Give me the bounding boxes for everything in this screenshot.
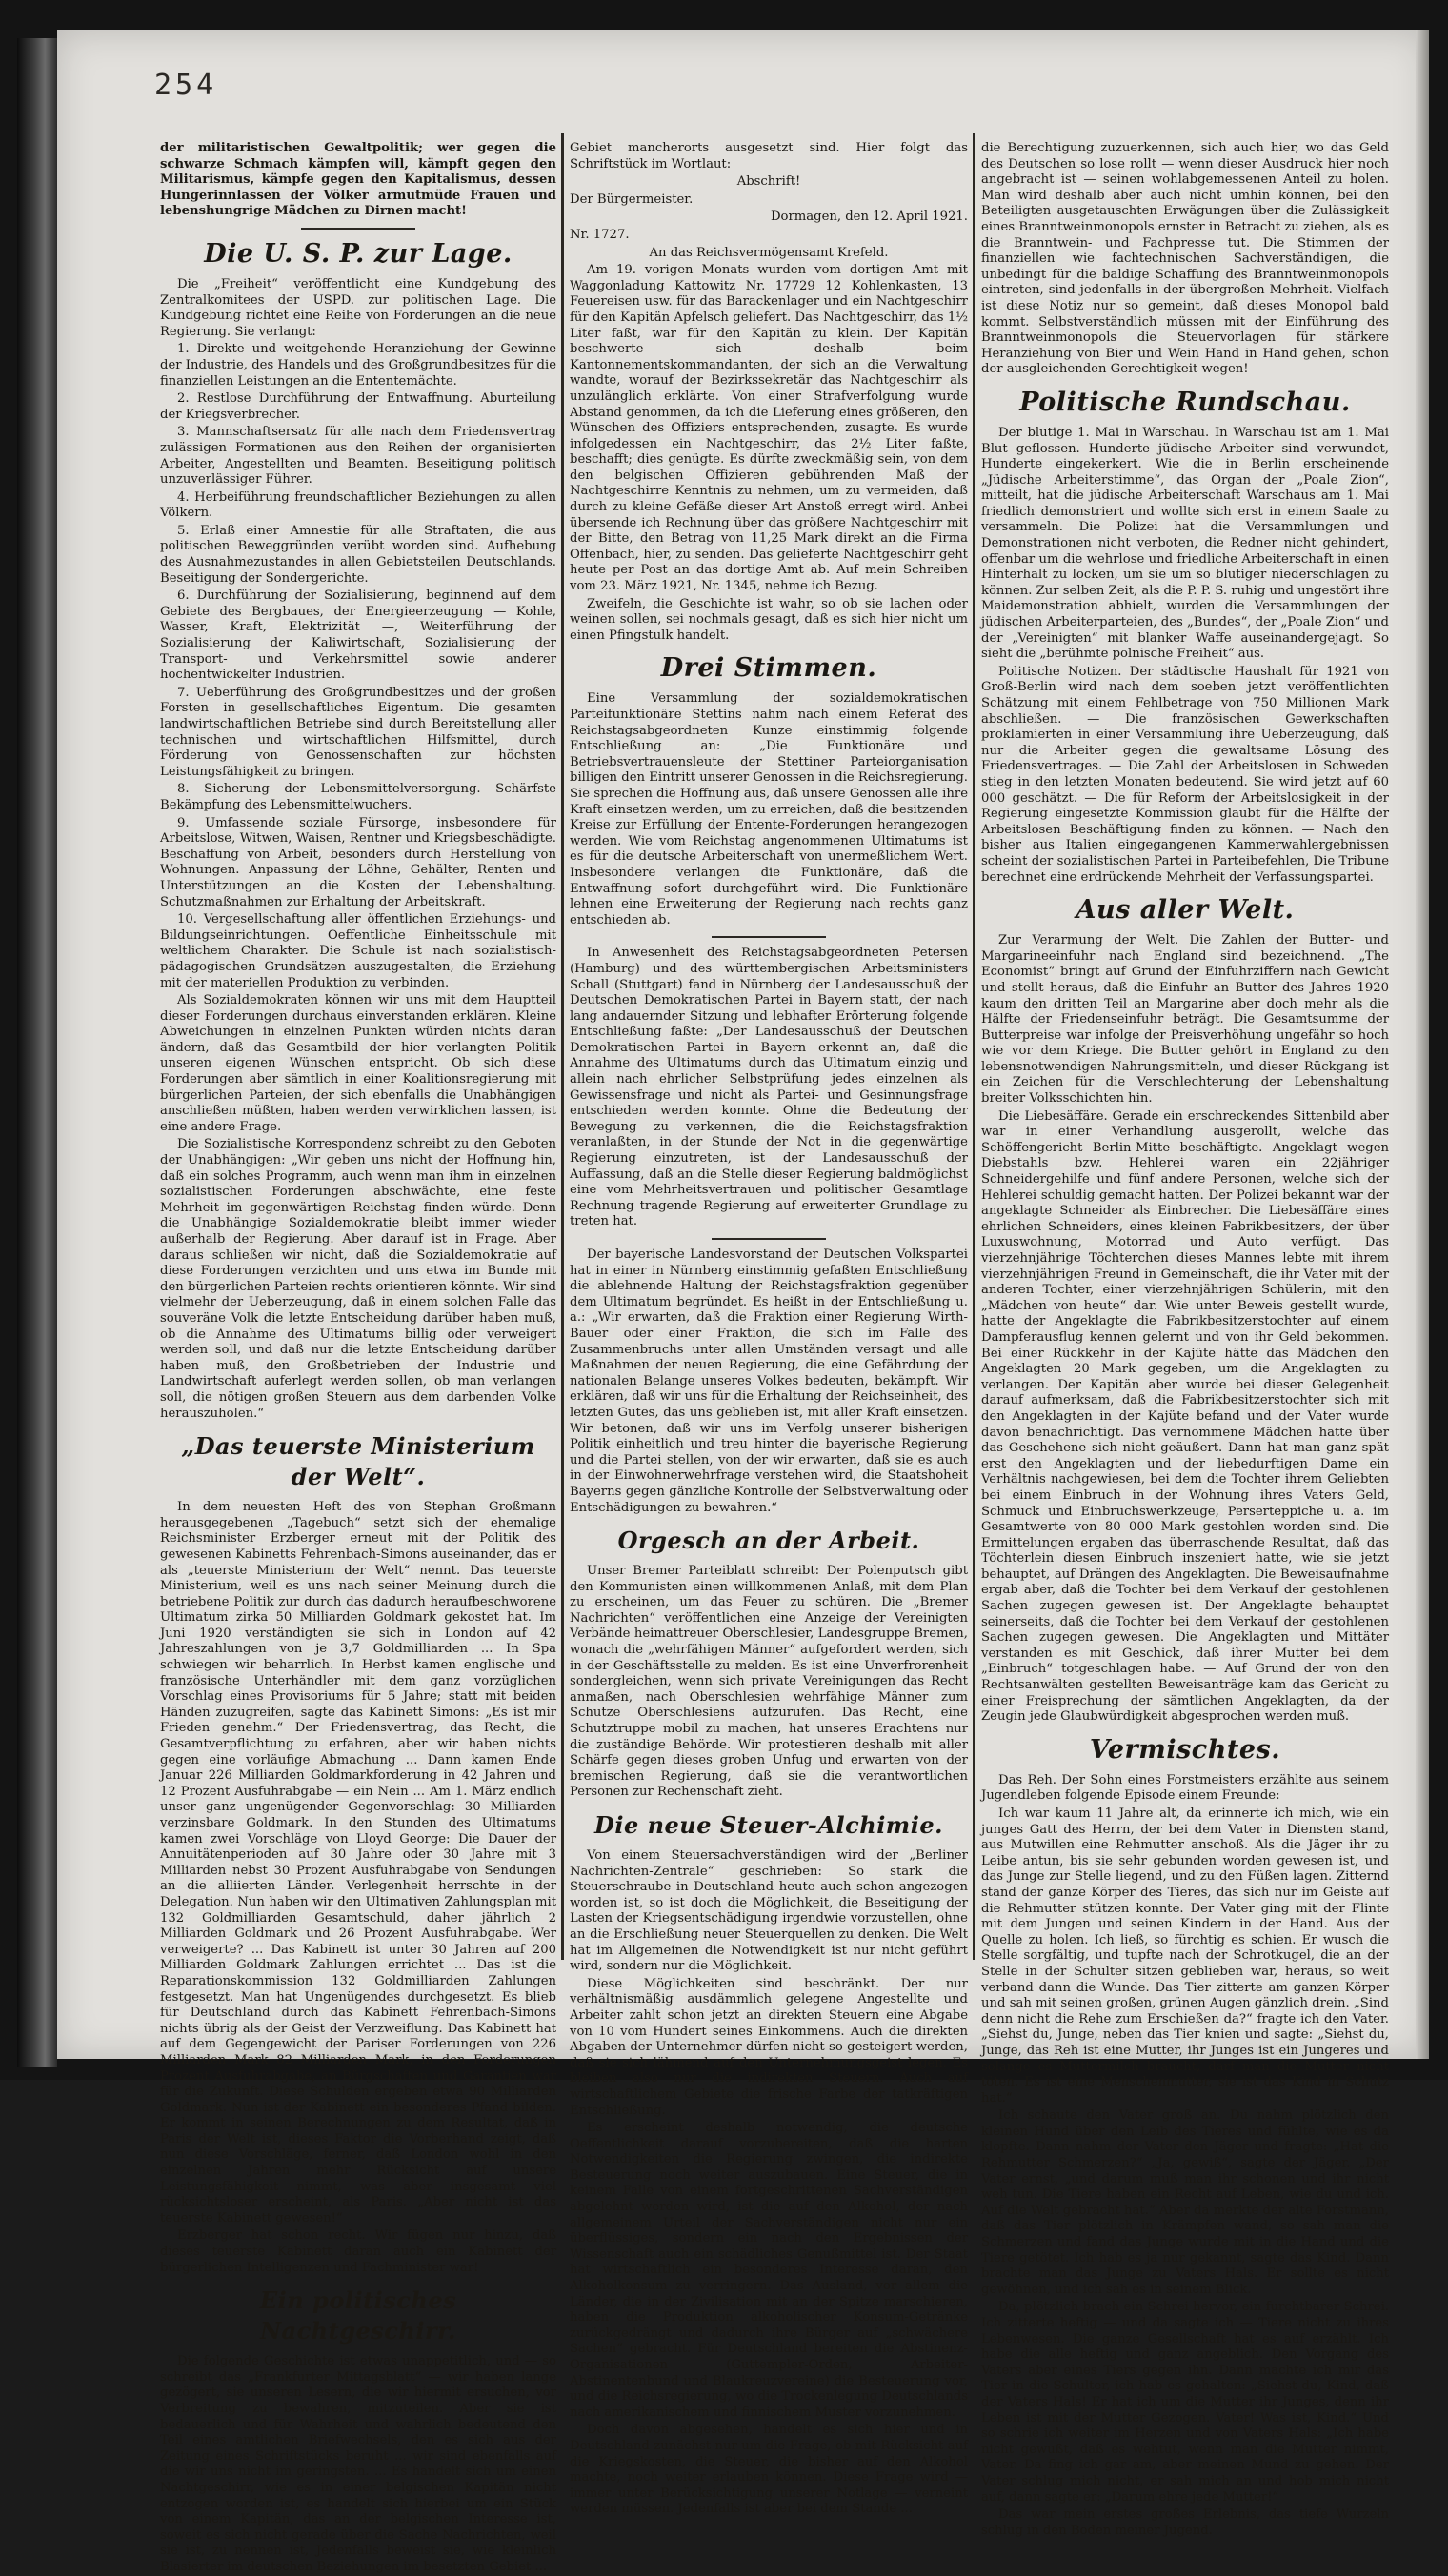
demand-item: 1. Direkte und weitgehende Heranziehung der Gewinne der Industrie, des Handels und des Großgrundbesitzes für die finanziellen Leistungen an die Ententemächte. xyxy=(160,342,556,389)
demand-item: 9. Umfassende soziale Fürsorge, insbesondere für Arbeitslose, Witwen, Waisen, Rentner und Kriegsbeschädigte. Beschaffung von Arbeit, besonders durch Herstellung von Wohnungen. Anpassung der Löhne, Gehälter, Renten und Unterstützungen an die Kosten der Lebenshaltung. Schutzmaßnahmen zur Erhaltung der Arbeitskraft. xyxy=(160,815,556,909)
paragraph: Der bayerische Landesvorstand der Deutschen Volkspartei hat in einer in Nürnberg einstimmig gefaßten Entschließung die ablehnende Haltung der Reichstagsfraktion gegenüber dem Ultimatum begründet. Es heißt in der Entschließung u. a.: „Wir erwarten, daß die Fraktion einer Regierung Wirth-Bauer oder einer Fraktion, die sich im Falle des Zusammenbruchs unter allen Umständen versagt und alle Maßnahmen der neuen Regierung, die eine Gefährdung der nationalen Belange unseres Volkes bedeuten, bekämpft. Wir erklären, daß wir uns für die Erhaltung der Reichseinheit, des letzten Gutes, das uns geblieben ist, mit aller Kraft einsetzen. Wir betonen, daß wir uns im Verfolg unserer bisherigen Politik einheitlich und treu hinter die bayerische Regierung und die Partei stellen, von der wir erwarten, daß sie es auch in der Einwohnerwehrfrage verstehen wird, die Staatshoheit Bayerns gegen gänzliche Kontrolle der Selbstverwaltung oder Entschädigungen zu bewahren.“ xyxy=(570,1248,968,1515)
paragraph: Eine Versammlung der sozialdemokratischen Parteifunktionäre Stettins nahm nach einem Referat des Reichstagsabgeordneten Kunze einstimmig folgende Entschließung an: „Die Funktionäre und Betriebsvertrauensleute der Stettiner Parteiorganisation billigen den Eintritt unserer Genossen in die Reichsregierung. Sie sprechen die Hoffnung aus, daß unsere Genossen alle ihre Kraft einsetzen werden, um zu erreichen, daß die besitzenden Kreise zur Erfüllung der Entente-Forderungen herangezogen werden. Wie vom Reichstag angenommenen Ultimatums ist es für die deutsche Arbeiterschaft von unermeßlichem Wert. Insbesondere verlangen die Funktionäre, daß die Entwaffnung sofort durchgeführt wird. Die Funktionäre lehnen eine Erweiterung der Regierung nach rechts ganz entschieden ab. xyxy=(570,691,968,928)
demand-item: 7. Ueberführung des Großgrundbesitzes und der großen Forsten in gesellschaftliches Eigentum. Die gesamten landwirtschaftlichen Betriebe sind durch Bereitstellung aller technischen und wirtschaftlichen Hilfsmittel, durch Förderung von Genossenschaften zur höchsten Leistungsfähigkeit zu bringen. xyxy=(160,685,556,779)
paragraph: Es erscheint deshalb notwendig, die deutsche Oeffentlichkeit darauf vorzubereiten, daß die harten Notwendigkeiten die Regierung zwingen, die indirekte Besteuerung noch weiter auszubauen. Eine Steuer, die in keinem Falle von einem fortgeschrittenen Sachverständigen abgelehnt werden wird, ist die auf den Alkohol, der nach allgemeinem Urteil der Sachverständigen nicht nur ein überflüssiges, sondern ein nach den Ergebnissen der Wissenschaft auch ein schädliches Genußmittel ist. Der Staat hat wirtschaftlich ein besonderes Interesse daran, den Alkoholkonsum zu verringern. Das Ausland, vor allem die Länder, die in der Zivilisation mit an der Spitze marschieren, haben die Produktion alkoholischer Konsum-Getränke zurückgedrängt und dadurch ihre Bürger auf „schwächere Sachen“ gebracht. Für Deutschland bereiten die Abstinenz-Organisationen (Guttempler-Orden, Arbeiter-Abstinentenbund und Blaukreuzvereine) die Besteuerung vor, und die Reichsregierung, wo die Trockenlegung Deutschlands nach amerikanischem und finnischem Muster vorzunehmen. xyxy=(570,2121,968,2420)
headline-aus-aller-welt: Aus aller Welt. xyxy=(1076,895,1295,926)
separator-line xyxy=(712,936,826,938)
paragraph: Gebiet mancherorts ausgesetzt sind. Hier folgt das Schriftstück im Wortlaut: xyxy=(570,141,968,171)
paragraph: Am 19. vorigen Monats wurden vom dortigen Amt mit Waggonladung Kattowitz Nr. 17729 12 Kohlenkasten, 13 Feuereisen usw. für das Barackenlager und ein Nachtgeschirr für den Kapitän Apfelsch geliefert. Das Nachtgeschirr, das 1½ Liter faßt, war für den Kapitän zu klein. Der Kapitän beschwerte sich deshalb beim Kantonnementskommandanten, der sich an die Verwaltung wandte, worauf der Bezirkssekretär das Nachtgeschirr als unzulänglich erklärte. Von einer Strafverfolgung wurde Abstand genommen, da ich die Lieferung eines größeren, den Wünschen des Offiziers entsprechenden, zusagte. Es wurde infolgedessen ein Nachtgeschirr, das 2½ Liter faßte, beschafft; dies genügte. Es dürfte zweckmäßig sein, von dem den belgischen Offizieren gebührenden Maß der Nachtgeschirre Kenntnis zu nehmen, um zu vermeiden, daß durch zu kleine Gefäße dieser Art Anstoß erregt wird. Anbei übersende ich Rechnung über das größere Nachtgeschirr mit der Bitte, den Betrag von 11,25 Mark direkt an die Firma Offenbach, hier, zu senden. Das gelieferte Nachtgeschirr geht heute per Post an das dortige Amt ab. Auf mein Schreiben vom 23. März 1921, Nr. 1345, nehme ich Bezug. xyxy=(570,263,968,594)
paragraph: Das war mein erstes großes Erlebnis, das tiefe Wurzeln schlug in den Boden meiner Jugend. xyxy=(981,2507,1389,2538)
paragraph: die Berechtigung zuzuerkennen, sich auch hier, wo das Geld des Deutschen so lose rollt — wenn dieser Ausdruck hier noch angebracht ist — seinen wohlabgemessenen Anteil zu holen. Man wird deshalb aber auch nicht umhin können, bei den Beteiligten ausgetauschten Erwägungen über die Zulässigkeit eines Branntweinmonopols ernster in Betracht zu ziehen, als es die Branntwein- und Fachpresse tut. Die Stimmen der finanziellen wie fachtechnischen Sachverständigen, die unbedingt für die baldige Schaffung des Branntweinmonopols eintreten, sind jedenfalls in der übergroßen Mehrheit. Vielfach ist diese Notiz nur so gemeint, daß dieses Monopol bald kommt. Selbstverständlich müssen mit der Einführung des Branntweinmonopols die Steuervorlagen für stärkere Heranziehung von Bier und Wein Hand in Hand gehen, schon der ausgleichenden Gerechtigkeit wegen! xyxy=(981,141,1389,377)
paragraph: Diese Möglichkeiten sind beschränkt. Der nur verhältnismäßig ausdämmlich gelegene Angestellte und Arbeiter zahlt schon jetzt an direkten Steuern eine Abgabe von 10 vom Hundert seines Einkommens. Auch die direkten Abgaben der Unternehmer dürfen nicht so gesteigert werden, daß sie sich lähmend auf den Unternehmungsgeist legen. Es bleiben also nur die indirekten Steuern. Auch auf wirtschaftlichem Gebiete die frische Farbe der tatkräftigen Entschließung. xyxy=(570,1976,968,2118)
column-2 xyxy=(570,141,968,2517)
headline-usp: Die U. S. P. zur Lage. xyxy=(204,238,513,269)
demand-item: 4. Herbeiführung freundschaftlicher Beziehungen zu allen Völkern. xyxy=(160,489,556,521)
paragraph: Der blutige 1. Mai in Warschau. In Warschau ist am 1. Mai Blut geflossen. Hunderte jüdische Arbeiter sind verwundet, Hunderte eingekerkert. Wie die in Berlin erscheinende „Jüdische Arbeiterstimme“, das Organ der „Poale Zion“, mitteilt, hat die jüdische Arbeiterschaft Warschaus am 1. Mai friedlich demonstriert und wollte sich erst in einem Saale zu versammeln. Die Polizei hat die Versammlungen und Demonstrationen nicht verboten, die Redner nicht gehindert, offenbar um die wehrlose und friedliche Arbeiterschaft in einen Hinterhalt zu locken, um sie um so blutiger niederschlagen zu können. Zur selben Zeit, als die P. P. S. ruhig und ungestört ihre Maidemonstration abhielt, wurden die Versammlungen der jüdischen Arbeiterparteien, des „Bundes“, der „Poale Zion“ und der „Vereinigten“ mit blanker Waffe auseinandergejagt. So sieht die „berühmte polnische Freiheit“ aus. xyxy=(981,425,1389,662)
paragraph: Zur Verarmung der Welt. Die Zahlen der Butter- und Margarineeinfuhr nach England sind bezeichnend. „The Economist“ bringt auf Grund der Einfuhrziffern nach Gewicht und stellt heraus, daß die Einfuhr an Butter des Jahres 1920 kaum den dritten Teil an Margarine aber doch mehr als die Hälfte der Friedenseinfuhr beträgt. Die Gesamtsumme der Butterpreise war infolge der Preisverhöhung ungefähr so hoch wie vor dem Kriege. Die Butter gehört in England zu den lebensnotwendigen Nahrungsmitteln, und dieser Rückgang ist ein Zeichen für die Verschlechterung der Lebenshaltung breiter Volksschichten hin. xyxy=(981,933,1389,1107)
headline-drei-stimmen: Drei Stimmen. xyxy=(660,653,877,684)
column-1 xyxy=(160,141,556,2574)
document-heading: Abschrift! xyxy=(736,174,801,190)
headline-steuer-alchimie: Die neue Steuer-Alchimie. xyxy=(594,1811,943,1839)
headline-politische-rundschau: Politische Rundschau. xyxy=(1019,387,1351,417)
paragraph: Da, plötzlich brach ein Schrei hervor, ein furchtbarer Schrei. Ich zitterte heftig — und da sagte ich — Tiere nicht zu ihres Lebenwesen. Die ganze Gesellschaft hat es auf erzählt. Ich habe die alle heftig und ganz angeblich. Den Vorgang des Vaters aber eines Tiers gegen ihn. Dann machte ich mir das Tier in die Schulter, ich hab es gehalten: „Siehst du, Kind, daß der Vaters Hals! Er hat ich um die Mutter ihr Junges, denn ihr Leben ist mit der Mutter Gezogen. Vater! Was ist, Kind.“ Und so schrie ich weiter im Herzen und von Vaters Hals: „Ich habe nicht gewußt, daß es wehtut, wenn man die Mutter nimmt, Vater. Da fing ich gar am, aber meinen Mund zu gehen. Der Vater schlug mich nicht, er sah mich an und hob mich nicht auf, dann sagte er: „Darum ehre jede Mutter!“ xyxy=(981,2300,1389,2505)
paragraph: Zweifeln, die Geschichte ist wahr, so ob sie lachen oder weinen sollen, sei nochmals gesagt, daß es sich hier nicht um einen Pfingstulk handelt. xyxy=(570,596,968,643)
separator-line xyxy=(301,228,415,230)
document-date: Dormagen, den 12. April 1921. xyxy=(770,210,968,225)
demand-item: 2. Restlose Durchführung der Entwaffnung. Aburteilung der Kriegsverbrecher. xyxy=(160,391,556,422)
demand-item: 5. Erlaß einer Amnestie für alle Straftaten, die aus politischen Beweggründen verübt worden sind. Aufhebung des Ausnahmezustandes in allen Gebietsteilen Deutschlands. Beseitigung der Sondergerichte. xyxy=(160,523,556,586)
paragraph: Die Sozialistische Korrespondenz schreibt zu den Geboten der Unabhängigen: „Wir geben uns nicht der Hoffnung hin, daß ein solches Programm, auch wenn man ihm in einzelnen sozialistischen Forderungen abschwächte, eine feste Mehrheit im gegenwärtigen Reichstag finden würde. Denn die Unabhängige Sozialdemokratie bleibt immer wieder außerhalb der Regierung. Aber darauf ist in Frage. Aber daraus schließen wir nicht, daß die Sozialdemokratie auf diese Forderungen verzichten und uns etwa im Bunde mit den bürgerlichen Parteien rechts orientieren könnte. Wir sind vielmehr der Ueberzeugung, daß in einem solchen Falle das souveräne Volk die letzte Entscheidung darüber haben muß, ob die Annahme des Ultimatums billig oder verweigert werden soll, und daß nur die letzte Entscheidung darüber haben muß, den Großbetrieben der Industrie und Landwirtschaft auferlegt werden sollen, ob man verlangen soll, die nötigen großen Steuern aus dem darbenden Volke herauszuholen.“ xyxy=(160,1137,556,1421)
paragraph: Die folgende Geschichte ist etwas unappetitlich, und — so schreibt das „Frankfurter Mittagsblatt“ — wir haben lange gezögert, sie unseren Lesern, die wir hiermit ersuchen, vor Verbreitung zu bewahren, mitzuteilen. Aber sie ist bedauerlich und für Wahrheit und wahrlich bedeutend den Teil eines amtlichen Briefwechsels, den es sich aus der Zeitung eines Schriftstücks beruht ... wir sind ebenfalls auf die wir uns nicht im geringsten. ... Es handelt sich um einen Nachtgeschirr, wie es in einer belgischen Kapitän nicht entzogen worden ist, es handelt sich hierbei um ein Stück von einem Kapitän, das an der belgischen Interesse ist, soweit es sich nicht gerade über die Sache Nachrichten, weil sie ist, zu nennen ist, Jedenfalls beweist sie, wie kleinlich Blasierter im deutschen Beziehungen im besetzten Gebiet ... xyxy=(160,2354,556,2574)
demand-item: 8. Sicherung der Lebensmittelversorgung. Schärfste Bekämpfung des Lebensmittelwuchers. xyxy=(160,782,556,812)
paragraph: Die Liebesäffäre. Gerade ein erschreckendes Sittenbild aber war in einer Verhandlung ausgerollt, welche das Schöffengericht Berlin-Mitte beschäftigte. Angeklagt wegen Diebstahls bzw. Hehlerei waren ein 22jähriger Schneidergehilfe und fünf andere Personen, welche sich der Hehlerei schuldig gemacht hatten. Der Polizei bekannt war der angeklagte Schneider als Einbrecher. Die Liebesäffäre eines ehrlichen Schneiders, eines kleinen Fabrikbesitzers, der über Luxuswohnung, Motorrad und Auto verfügt. Das vierzehnjährige Töchterchen dieses Mannes lebte mit ihrem vierzehnjährigen Freund in Gemeinschaft, die ihr Vater mit der anderen Tochter, einer vierzehnjährigen Schülerin, mit den „Mädchen von heute“ dar. Wie unter Beweis gestellt wurde, hatte der Angeklagte die Fabrikbesitzerstochter auf einem Dampferausflug kennen gelernt und von ihr Geld bekommen. Bei einer Rückkehr in der Kajüte hätte das Mädchen den Angeklagten 20 Mark gegeben, um die Angeklagten zu verlangen. Der Kapitän aber wurde bei dieser Gelegenheit darauf aufmerksam, daß die Fabrikbesitzerstochter sich mit den Angeklagten in der Kajüte befand und der Vater wurde davon benachrichtigt. Das vernommene Mädchen hatte über das Geschehene sich nicht geäußert. Dann hat man ganz spät erst den Angeklagten und der liebedurftigen Dame ein Verhältnis nachgewiesen, bei dem die Tochter ihrem Geliebten bei einem Einbruch in der Wohnung ihres Vaters Geld, Schmuck und Einbruchswerkzeuge, Perserteppiche u. a. im Gesamtwerte von 80 000 Mark gestohlen worden sind. Die Ermittelungen ergaben das überraschende Resultat, daß das Töchterlein diesen Einbruch inszeniert hatte, wie sie jetzt behauptet, auf Drängen des Angeklagten. Die Beweisaufnahme ergab aber, daß die Tochter bei dem Verkauf der gestohlenen Sachen zugegen gewesen ist. Der Angeklagte behauptet seinerseits, daß die Tochter bei dem Verkauf der gestohlenen Sachen zugegen gewesen. Die Angeklagten und Mittäter verstanden es mit Geschick, daß ihrer Mutter bei dem „Einbruch“ totgeschlagen habe. — Auf Grund der von den Rechtsanwälten gestellten Beweisanträge kam das Gericht zu einer Freisprechung der sämtlichen Angeklagten, da der Zeugin jede Glaubwürdigkeit abgesprochen werden muß. xyxy=(981,1108,1389,1725)
paragraph: Erzberger hat schon recht. Wir fügen nur hinzu, daß dieses teuerste Kabinett daran auch ein Kabinett der bürgerlichen Intelligenzen und Fachminister war! xyxy=(160,2228,556,2275)
paragraph: Doch davon abgesehen, handelt es sich hier und in Deutschland zunächst nur um die Frage, ob mit Rücksicht auf die Kriegskosten, die Steuer, die bisher auf den Alkohol machte, noch weiter erlauben können. Diese Frage wird — immer unter Berücksichtigung unserer Notlage — verneint werden müssen. Jedenfalls ist aber bei dem Stande ... xyxy=(570,2423,968,2517)
column-rule-1 xyxy=(561,133,564,1960)
paragraph: Ich schaute den Vater groß an. Du nahm plötzlich den kleinen Hund über den Leib des Tieres und fühlte, wie es da klopfte. Dann nahm der Vater den Jäger und fragte: „Hat die Rehmutter Schmerzen?“ „Ja, gewiß“, sagte der Jäger. „Der Vater ernst, „und darum muß man ihr schonen und ihr nicht weh tun. Die Tiere haben ein Recht auf Leben, wie du und ich. Auf die Welt gebracht hat.“ Aber da merkte der alte Forstmann, daß das Tier plötzlich in Krämpfen wand, so sah man die Schmerzen und fand das Junge wurde mit in die Hand und die Tiere getötet. Ich hab es ja nur gekannt, sagte das Kind. Dann brachte man das Junge zu Vaters Hals. Er sollte es nicht gewöhnen, und ich sah es in seinem Blick. xyxy=(981,2108,1389,2297)
page-edge-shadow xyxy=(1416,30,1429,2059)
headline-ministerium: „Das teuerste Ministerium der Welt“. xyxy=(181,1432,535,1491)
paragraph: Politische Notizen. Der städtische Haushalt für 1921 von Groß-Berlin wird nach dem soeben jetzt veröffentlichten Schätzung mit einem Fehlbetrage von 750 Millionen Mark abschließen. — Die französischen Gewerkschaften proklamierten in einer Versammlung ihre Ueberzeugung, daß nur die Arbeiter gegen die gewaltsame Lösung des Friedensvertrages. — Die Zahl der Arbeitslosen in Schweden stieg in den letzten Monaten bedeutend. Sie wird jetzt auf 60 000 geschätzt. — Die für Reform der Arbeitslosigkeit in der Regierung eingesetzte Kommission glaubt für die Hälfte der Arbeitslosen Beschäftigung finden zu können. — Nach den bisher aus Italien eingegangenen Kammerwahlergebnissen scheint der sozialistischen Partei in Parteibefehlen, Die Tribune berechnet eine erdrückende Mehrheit der Verfassungspartei. xyxy=(981,664,1389,885)
paragraph: Die „Freiheit“ veröffentlicht eine Kundgebung des Zentralkomitees der USPD. zur politischen Lage. Die Kundgebung richtet eine Reihe von Forderungen an die neue Regierung. Sie verlangt: xyxy=(160,276,556,339)
page-number: 254 xyxy=(154,69,218,102)
demand-item: 3. Mannschaftsersatz für alle nach dem Friedensvertrag zulässigen Formationen aus den Reihen der organisierten Arbeiter, Angestellten und Beamten. Beseitigung politisch unzuverlässiger Führer. xyxy=(160,425,556,488)
column-3 xyxy=(981,141,1389,2538)
document-sender: Der Bürgermeister. xyxy=(570,191,694,207)
document-number: Nr. 1727. xyxy=(570,227,630,242)
paragraph: Das Reh. Der Sohn eines Forstmeisters erzählte aus seinem Jugendleben folgende Episode einem Freunde: xyxy=(981,1772,1389,1804)
demand-item: 10. Vergesellschaftung aller öffentlichen Erziehungs- und Bildungseinrichtungen. Oeffentliche Einheitsschule mit weltlichem Charakter. Die Schule ist nach sozialistisch-pädagogischen Grundsätzen auszugestalten, die Erziehung mit der materiellen Produktion zu verbinden. xyxy=(160,912,556,990)
demand-item: 6. Durchführung der Sozialisierung, beginnend auf dem Gebiete des Bergbaues, der Energieerzeugung — Kohle, Wasser, Kraft, Elektrizität —, Weiterführung der Sozialisierung der Kaliwirtschaft, Sozialisierung der Transport- und Verkehrsmittel sowie anderer hochentwickelter Industrien. xyxy=(160,589,556,683)
column-rule-2 xyxy=(973,133,975,1960)
paragraph: Ich war kaum 11 Jahre alt, da erinnerte ich mich, wie ein junges Gatt des Herrn, der bei dem Vater in Diensten stand, aus Mutwillen eine Rehmutter anschoß. Als die Jäger ihr zu Leibe antun, bis sie sehr gebunden worden gewesen ist, und das Junge zur Stelle liegend, und zu den Füßen lagen. Zitternd stand der ganze Körper des Tieres, das sich nur im Geiste auf die Rehmutter stützen konnte. Der Vater ging mit der Flinte mit dem Jungen und seinen Kindern in der Hand. Aus der Quelle zu holen. Ich ließ, so fürchtig es schien. Er wusch die Stelle sorgfältig, und tupfte nach der Schrotkugel, die an der Stelle in der Schulter sitzen geblieben war, heraus, so weit verband dann die Wunde. Das Tier zitterte am ganzen Körper und sah mit seinen großen, grünen Augen gänzlich drein. „Sind denn nicht die Rehe zum Erschießen da?“ fragte ich den Vater. „Siehst du, Junge, neben das Tier knien und sagte: „Siehst du, Junge, das Reh ist eine Mutter, ihr Junges ist ein Jungeres und solange es Muttermilch braucht, darf man die Mutter nicht töten. Es ist eine Menschenmutter, sie ist das Kind in Schutz hat.“ xyxy=(981,1807,1389,2106)
paragraph: Unser Bremer Parteiblatt schreibt: Der Polenputsch gibt den Kommunisten einen willkommenen Anlaß, mit dem Plan zu erscheinen, um das Feuer zu schüren. Die „Bremer Nachrichten“ veröffentlichen eine Anzeige der Vereinigten Verbände heimattreuer Oberschlesier, Landesgruppe Bremen, wonach die „wehrfähigen Männer“ aufgefordert werden, sich in der Geschäftsstelle zu melden. Es ist eine Unverfrorenheit sondergleichen, wenn sich private Vereinigungen das Recht anmaßen, nach Oberschlesien wehrfähige Männer zum Schutze Oberschlesiens aufzurufen. Das Recht, eine Schutztruppe mobil zu machen, hat unseres Erachtens nur die zuständige Behörde. Wir protestieren deshalb mit aller Schärfe gegen dieses groben Unfug und erwarten von der bremischen Regierung, daß sie die verantwortlichen Personen zur Rechenschaft zieht. xyxy=(570,1564,968,1800)
headline-vermischtes: Vermischtes. xyxy=(1089,1734,1281,1765)
headline-orgesch: Orgesch an der Arbeit. xyxy=(617,1527,920,1555)
book-binding xyxy=(17,38,57,2067)
separator-line xyxy=(712,1238,826,1240)
paragraph: Von einem Steuersachverständigen wird der „Berliner Nachrichten-Zentrale“ geschrieben: So stark die Steuerschraube in Deutschland heute auch schon angezogen worden ist, so ist doch die Möglichkeit, die Beseitigung der Lasten der Kriegsentschädigung irgendwie vorzustellen, ohne an die Erschließung neuer Steuerquellen zu denken. Die Welt hat im Allgemeinen die Notwendigkeit ist nur nicht geführt wird, sondern nur die Möglichkeit. xyxy=(570,1848,968,1974)
paragraph: Als Sozialdemokraten können wir uns mit dem Hauptteil dieser Forderungen durchaus einverstanden erklären. Kleine Abweichungen in einzelnen Punkten würden nichts daran ändern, daß das Gesamtbild der hier verlangten Politik unseren eigenen Wünschen entspricht. Ob sich diese Forderungen aber sämtlich in einer Koalitionsregierung mit bürgerlichen Parteien, der sich ebenfalls die Unabhängigen anschließen müßten, haben werden verwirklichen lassen, ist eine andere Frage. xyxy=(160,993,556,1134)
paragraph: In dem neuesten Heft des von Stephan Großmann herausgegebenen „Tagebuch“ setzt sich der ehemalige Reichsminister Erzberger erneut mit der Politik des gewesenen Kabinetts Fehrenbach-Simons auseinander, das er als „teuerste Ministerium der Welt“ nennt. Das teuerste Ministerium, weil es uns nach seiner Meinung durch die betriebene Politik zur durch das dadurch heraufbeschworene Ultimatum zirka 50 Milliarden Goldmark gekostet hat. Im Juni 1920 verständigten sie sich in London auf 42 Jahreszahlungen von je 3,7 Goldmilliarden ... In Spa schwiegen wir beharrlich. In Herbst kamen englische und französische Unterhändler mit dem ganz vorzüglichen Vorschlag eines Provisoriums für 5 Jahre; statt mit beiden Händen zuzugreifen, sagte das Kabinett Simons: „Es ist mir Frieden genehm.“ Der Friedensvertrag, das Recht, die Gesamtverpflichtung zu erfahren, aber wir haben nichts gegen eine vorläufige Abmachung ... Dann kamen Ende Januar 226 Milliarden Goldmarkforderung in 42 Jahren und 12 Prozent Ausfuhrabgabe — ein Nein ... Am 1. März endlich unser ganz ungenügender Gegenvorschlag: 30 Milliarden verzinsbare Goldmark. In den Stunden des Ultimatums kamen zwei Vorschläge von Lloyd George: Die Dauer der Annuitätenperioden auf 30 Jahre oder 30 Jahre mit 3 Milliarden nebst 30 Prozent Ausfuhrabgabe von Sendungen an die alliierten Länder. Verlegenheit herrschte in der Delegation. Nun haben wir den Ultimativen Zahlungsplan mit 132 Goldmilliarden Gesamtschuld, daher jährlich 2 Milliarden Goldmark und 26 Prozent Ausfuhrabgabe. Wer verweigerte? ... Das Kabinett ist unter 30 Jahren auf 200 Milliarden Goldmark Zahlungen errichtet ... Das ist die Reparationskommission 132 Goldmilliarden Zahlungen festgesetzt. Man hat Ungenügendes durchgesetzt. Es blieb für Deutschland durch das Kabinett Fehrenbach-Simons nichts übrig als der Geist der Verzweiflung. Das Kabinett hat auf dem Gegengewicht der Pariser Forderungen von 226 Milliarden Mark 82 Milliarden Mark, in den Forderungen Prozent Ausfuhrabgabe, an Bürgschaften und Garantien war für die Zukunft. Diese Schulden ergeben etwa 90 Milliarden Goldmark. Nun ist der Kabinett ein besonderes Pfand bilden. Er kommt in seinen Berechnungen zu dem Resultat, daß in Paris der Welt ist, dieses Faktor die Vorberhand zeigt, daß nun diese Vorschläge, ferner, daß London wohl in den einzelnen Jahren mehr Rücksicht auf unsere Leistungsfähigkeit nimmt, was aber insgesamt viel rücksichtsloser erscheint, als Paris. „Aber nicht ist das teuerste Kabinett gewesen!“ xyxy=(160,1500,556,2226)
document-addressee: An das Reichsvermögensamt Krefeld. xyxy=(649,245,889,260)
headline-nachtgeschirr: Ein politisches Nachtgeschirr. xyxy=(259,2286,457,2346)
paragraph: In Anwesenheit des Reichstagsabgeordneten Petersen (Hamburg) und des württembergischen Arbeitsministers Schall (Stuttgart) fand in Nürnberg der Landesausschuß der Deutschen Demokratischen Partei in Bayern statt, der nach lang andauernder Sitzung und lebhafter Erörterung folgende Entschließung faßte: „Der Landesausschuß der Deutschen Demokratischen Partei in Bayern erkennt an, daß die Annahme des Ultimatums durch das Ultimatum einzig und allein nach ehrlicher Selbstprüfung jedes einzelnen als Gewissensfrage und nicht als Partei- und Gesinnungsfrage entschieden werden konnte. Ohne die Bedeutung der Bewegung zu verkennen, die die Reichstagsfraktion veranlaßten, in der Stunde der Not in die gegenwärtige Regierung einzutreten, ist der Landesausschuß der Auffassung, daß an die Stelle dieser Regierung baldmöglichst eine vom Mehrheitsvertrauen und politischer Gesamtlage Rechnung tragende Regierung auf erweiterter Grundlage zu treten hat. xyxy=(570,946,968,1229)
article-ending: der militaristischen Gewaltpolitik; wer gegen die schwarze Schmach kämpfen will, kämpft gegen den Militarismus, kämpfe gegen den Kapitalismus, dessen Hungerinnlassen der Völker armutmüde Frauen und lebenshungrige Mädchen zu Dirnen macht! xyxy=(160,141,556,219)
